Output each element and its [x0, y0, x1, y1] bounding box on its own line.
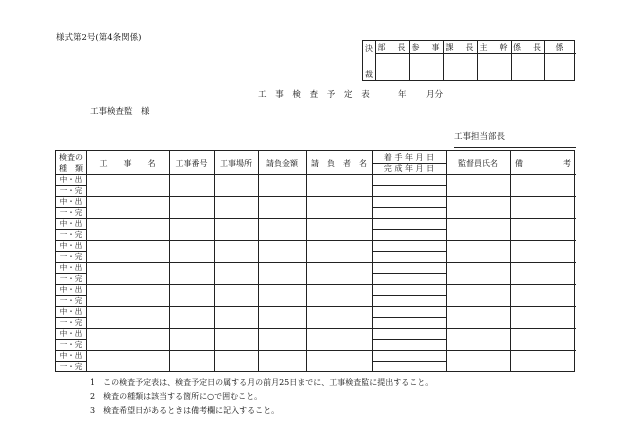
approval-stamp-box: [362, 40, 575, 81]
table-row-type-label: 一・完: [59, 295, 83, 305]
approval-col-kacho: [443, 41, 477, 80]
header-work-location: 工事場所: [220, 159, 252, 168]
header-start-date: 着 手 年 月 日: [383, 153, 435, 162]
approval-col-shukan: [477, 41, 511, 80]
table-row-type-label: 中・出: [59, 218, 83, 228]
table-row-type-label: 一・完: [59, 339, 83, 349]
table-row-type-label: 一・完: [59, 251, 83, 261]
approval-col-bucho: [375, 41, 409, 80]
table-row-type-label: 中・出: [59, 350, 83, 360]
approval-col-label: 参 事: [411, 43, 442, 52]
table-row-type-label: 一・完: [59, 273, 83, 283]
month-label: 月分: [426, 90, 444, 100]
header-work-name: 工 事 名: [99, 159, 156, 168]
table-row-type-label: 中・出: [59, 262, 83, 272]
approval-col-sanji: [409, 41, 443, 80]
table-row-type-label: 中・出: [59, 196, 83, 206]
approval-col-label: 部 長: [377, 43, 408, 52]
inspection-table: [55, 150, 575, 372]
header-type-line2: 種 類: [59, 164, 83, 173]
approval-decision-bottom: 裁: [365, 70, 373, 79]
table-row-type-label: 中・出: [59, 240, 83, 250]
approval-col-label: 係: [545, 41, 576, 54]
table-row-type-label: 中・出: [59, 174, 83, 184]
approval-col-kakaricho: [511, 41, 544, 80]
year-label: 年: [398, 90, 407, 100]
approval-decision-top: 決: [365, 44, 373, 53]
table-row-type-label: 一・完: [59, 229, 83, 239]
page-title: 工 事 検 査 予 定 表: [258, 90, 373, 100]
table-row-type-label: 一・完: [59, 317, 83, 327]
header-contractor-name: 請 負 者 名: [311, 159, 367, 168]
table-row-type-label: 中・出: [59, 284, 83, 294]
signature-line: [454, 147, 576, 148]
addressee: 工事検査監 様: [90, 107, 150, 117]
header-completion-date: 完 成 年 月 日: [383, 164, 435, 173]
note-1: 1 この検査予定表は、検査予定日の属する月の前月25日までに、工事検査監に提出すること。: [90, 378, 434, 387]
header-remarks: 備 考: [515, 159, 571, 168]
header-supervisor-name: 監督員氏名: [458, 159, 498, 168]
note-2: 2 検査の種類は該当する箇所に○で囲むこと。: [90, 392, 263, 401]
table-row-type-label: 一・完: [59, 185, 83, 195]
approval-col-kakari: [544, 41, 576, 80]
approval-col-label: 課 長: [445, 43, 476, 52]
approval-decision-cell: [363, 41, 375, 80]
table-row-type-label: 一・完: [59, 207, 83, 217]
header-type-line1: 検査の: [59, 153, 83, 162]
table-row-type-label: 一・完: [59, 361, 83, 371]
table-row-type-label: 中・出: [59, 328, 83, 338]
approval-col-label: 係 長: [513, 43, 543, 52]
form-number: 様式第2号(第4条関係): [56, 33, 142, 43]
header-work-number: 工事番号: [175, 159, 208, 168]
note-3: 3 検査希望日があるときは備考欄に記入すること。: [90, 406, 280, 415]
approval-col-label: 主 幹: [479, 43, 510, 52]
sender-title: 工事担当部長: [454, 132, 506, 142]
table-row-type-label: 中・出: [59, 306, 83, 316]
header-contract-amount: 請負金額: [266, 159, 298, 168]
